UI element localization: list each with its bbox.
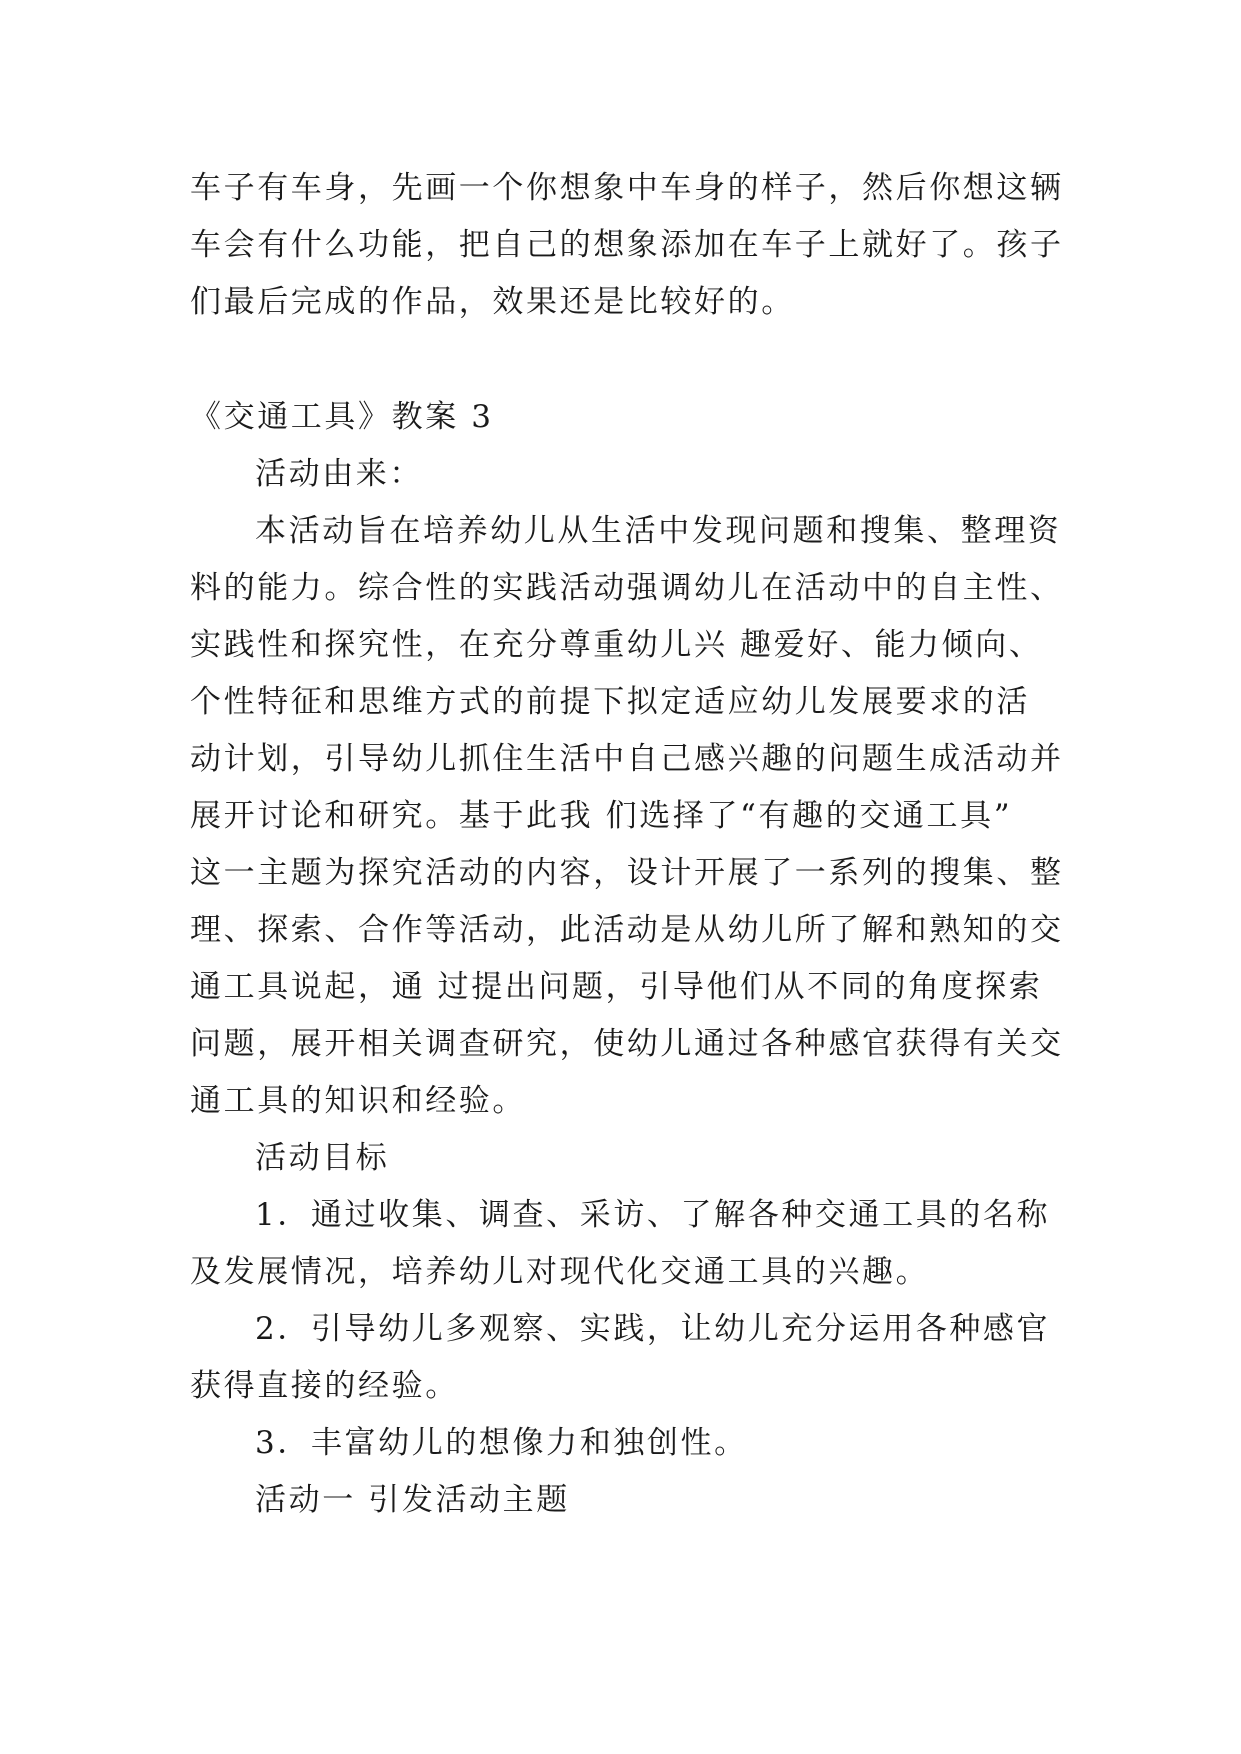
goal-line: 获得直接的经验。 [190,1368,459,1404]
goal-line: 及发展情况，培养幼儿对现代化交通工具的兴趣。 [190,1254,930,1290]
activity-one-heading: 活动一 引发活动主题 [255,1482,570,1518]
origin-line: 实践性和探究性，在充分尊重幼儿兴 趣爱好、能力倾向、 [190,627,1043,663]
origin-line: 本活动旨在培养幼儿从生活中发现问题和搜集、整理资 [255,513,1062,549]
origin-line: 动计划，引导幼儿抓住生活中自己感兴趣的问题生成活动并 [190,741,1064,777]
goal-line: 1．通过收集、调查、采访、了解各种交通工具的名称 [255,1197,1051,1233]
goal-line: 3．丰富幼儿的想像力和独创性。 [255,1425,748,1461]
origin-line: 个性特征和思维方式的前提下拟定适应幼儿发展要求的活 [190,684,1030,720]
origin-line: 通工具说起，通 过提出问题，引导他们从不同的角度探索 [190,969,1043,1005]
origin-line: 通工具的知识和经验。 [190,1083,526,1119]
origin-line: 这一主题为探究活动的内容，设计开展了一系列的搜集、整 [190,855,1064,891]
origin-line: 理、探索、合作等活动，此活动是从幼儿所了解和熟知的交 [190,912,1064,948]
origin-line: 料的能力。综合性的实践活动强调幼儿在活动中的自主性、 [190,570,1064,606]
origin-line: 问题，展开相关调查研究，使幼儿通过各种感官获得有关交 [190,1026,1064,1062]
intro-line: 车会有什么功能，把自己的想象添加在车子上就好了。孩子 [190,227,1064,263]
origin-heading: 活动由来： [255,456,423,492]
goal-line: 2．引导幼儿多观察、实践，让幼儿充分运用各种感官 [255,1311,1051,1347]
intro-line: 车子有车身，先画一个你想象中车身的样子，然后你想这辆 [190,170,1064,206]
origin-line: 展开讨论和研究。基于此我 们选择了“有趣的交通工具” [190,798,1013,834]
goals-heading: 活动目标 [255,1140,390,1176]
section-title: 《交通工具》教案 3 [190,399,494,435]
intro-line: 们最后完成的作品，效果还是比较好的。 [190,284,795,320]
